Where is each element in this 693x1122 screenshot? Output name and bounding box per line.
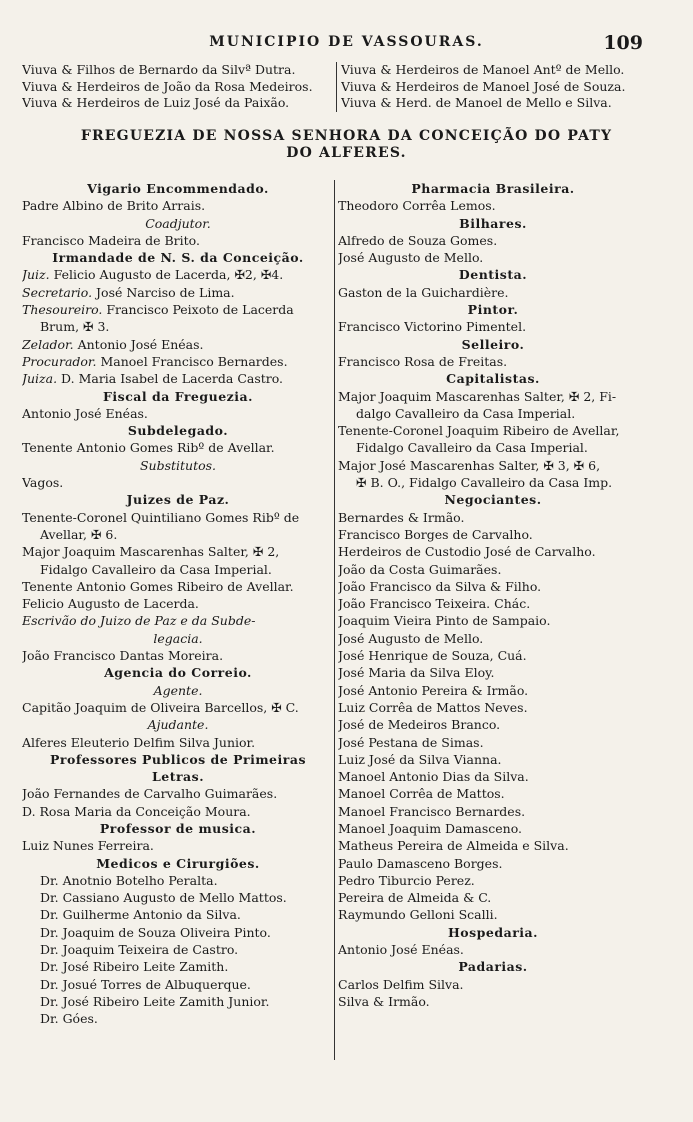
section-heading: Medicos e Cirurgiões. [96,855,260,871]
directory-entry: José Pestana de Simas. [338,734,484,750]
directory-entry [22,353,334,370]
top-entries-right [336,62,652,112]
section-heading: Professor de musica. [99,820,257,836]
directory-entry: Dr. José Ribeiro Leite Zamith Junior. [40,993,270,1009]
directory-entry: João Fernandes de Carvalho Guimarães. [22,786,278,802]
directory-entry: Viuva & Herdeiros de Manoel José de Souza. [341,78,626,94]
directory-entry: Viuva & Herd. de Manoel de Mello e Silva. [341,95,612,110]
section-heading: Irmandade de N. S. da Conceição. [52,250,304,266]
entry-name: Francisco Peixoto de Lacerda [106,302,294,318]
section-heading: Fiscal da Freguezia. [103,388,253,404]
section-heading: Selleiro. [461,336,525,352]
directory-entry: José Maria da Silva Eloy. [338,665,495,681]
directory-entry: dalgo Cavalleiro da Casa Imperial. [356,405,576,421]
directory-entry: Fidalgo Cavalleiro da Casa Imperial. [40,561,272,577]
section-heading: Vigario Encommendado. [87,181,269,196]
directory-entry: José Henrique de Souza, Cuá. [338,648,527,664]
directory-entry: Major Joaquim Mascarenhas Salter, ✠ 2, [22,544,280,560]
directory-entry: Francisco Victorino Pimentel. [338,319,527,335]
section-heading: Professores Publicos de Primeiras [50,751,306,767]
directory-entry: Tenente-Coronel Quintiliano Gomes Ribº de [22,509,300,525]
directory-entry: Francisco Madeira de Brito. [22,232,200,248]
directory-entry: Luiz José da Silva Vianna. [338,751,502,767]
directory-entry: João Francisco Teixeira. Chác. [338,596,531,612]
directory-entry: Paulo Damasceno Borges. [338,855,503,871]
parish-title-line: FREGUEZIA DE NOSSA SENHORA DA CONCEIÇÃO DO PATY [80,128,613,144]
section-heading: Juizes de Paz. [126,492,230,508]
entry-name: D. Maria Isabel de Lacerda Castro. [61,371,284,387]
role-label: Juiza. [22,371,62,387]
page-header [0,32,693,54]
directory-entry: Manoel Francisco Bernardes. [338,803,526,819]
directory-entry: Dr. Anotnio Botelho Peralta. [40,872,218,888]
entry-name: José Narciso de Lima. [96,284,235,300]
directory-entry: Manoel Antonio Dias da Silva. [338,769,529,785]
section-heading: Pharmacia Brasileira. [411,181,575,196]
directory-entry: Alferes Eleuterio Delfim Silva Junior. [22,734,256,750]
directory-entry: Luiz Corrêa de Mattos Neves. [338,699,528,715]
directory-entry: Manoel Joaquim Damasceno. [338,820,522,836]
parish-title-line: DO ALFERES. [286,145,407,161]
subheading: Coadjutor. [145,215,211,231]
subheading: Ajudante. [147,717,209,733]
section-heading: Padarias. [458,959,528,975]
role-label: Procurador. [22,353,101,369]
directory-entry: Joaquim Vieira Pinto de Sampaio. [338,613,551,629]
page-number: 109 [603,32,643,54]
directory-entry [22,284,334,301]
directory-entry: José Antonio Pereira & Irmão. [338,682,529,698]
directory-entry: João Francisco Dantas Moreira. [22,648,224,664]
directory-entry [22,301,334,318]
entry-name: Manoel Francisco Bernardes. [100,353,288,369]
section-heading: Pintor. [467,302,519,318]
directory-entry: Raymundo Gelloni Scalli. [338,907,498,923]
directory-entry: Dr. Guilherme Antonio da Silva. [40,907,241,923]
directory-entry: Francisco Borges de Carvalho. [338,526,533,542]
section-heading: Bilhares. [459,215,527,231]
directory-entry: ✠ B. O., Fidalgo Cavalleiro da Casa Imp. [356,475,613,491]
directory-entry: Tenente Antonio Gomes Ribº de Avellar. [22,440,275,456]
section-heading: Negociantes. [444,492,542,508]
role-label: Juiz. [22,267,54,283]
left-column [22,180,334,1028]
section-heading: Agencia do Correio. [104,665,252,681]
directory-entry: Viuva & Herdeiros de Manoel Antº de Mello. [341,62,625,77]
top-entries-left [22,62,330,112]
subheading: legacia. [153,630,203,646]
directory-entry: Bernardes & Irmão. [338,509,465,525]
directory-entry: Vagos. [22,475,64,491]
directory-entry: D. Rosa Maria da Conceição Moura. [22,803,251,819]
directory-entry: Pereira de Almeida & C. [338,890,492,906]
directory-entry: Dr. Joaquim Teixeira de Castro. [40,942,239,958]
directory-entry: Tenente Antonio Gomes Ribeiro de Avellar. [22,578,294,594]
directory-entry: Theodoro Corrêa Lemos. [338,198,496,214]
column-divider [334,180,335,1060]
directory-entry: Fidalgo Cavalleiro da Casa Imperial. [356,440,588,456]
directory-entry [22,370,334,387]
directory-entry: Silva & Irmão. [338,993,430,1009]
directory-entry: Dr. Joaquim de Souza Oliveira Pinto. [40,924,271,940]
directory-entry: Dr. Cassiano Augusto de Mello Mattos. [40,890,287,906]
entry-name: Antonio José Enéas. [77,336,204,352]
directory-entry [22,266,334,283]
directory-entry: João Francisco da Silva & Filho. [338,578,542,594]
directory-entry: Alfredo de Souza Gomes. [338,232,498,248]
right-column [338,180,648,1010]
section-heading: Letras. [151,769,205,785]
entry-name: Felicio Augusto de Lacerda, ✠2, ✠4. [53,267,284,283]
subheading: Substitutos. [139,457,217,473]
directory-entry: Viuva & Filhos de Bernardo da Silvª Dutra. [22,62,296,77]
directory-entry: José Augusto de Mello. [338,630,484,646]
directory-entry: Major Joaquim Mascarenhas Salter, ✠ 2, Fi- [338,388,617,404]
directory-entry: Escrivão do Juizo de Paz e da Subde- [22,613,256,629]
directory-entry: Dr. Josué Torres de Albuquerque. [40,976,251,992]
directory-entry: Antonio José Enéas. [338,942,464,958]
directory-entry: Carlos Delfim Silva. [338,976,464,992]
directory-entry: José de Medeiros Branco. [338,717,501,733]
section-heading: Capitalistas. [446,371,540,387]
directory-entry: Gaston de la Guichardière. [338,284,509,300]
directory-entry: Manoel Corrêa de Mattos. [338,786,505,802]
subheading: Agente. [153,682,203,698]
role-label: Thesoureiro. [22,302,107,318]
directory-entry: João da Costa Guimarães. [338,561,502,577]
section-heading: Hospedaria. [447,924,538,940]
directory-entry: Luiz Nunes Ferreira. [22,838,154,854]
directory-entry: Avellar, ✠ 6. [40,526,118,542]
directory-entry: Antonio José Enéas. [22,405,148,421]
directory-entry: José Augusto de Mello. [338,250,484,266]
directory-entry: Herdeiros de Custodio José de Carvalho. [338,544,596,560]
directory-entry: Viuva & Herdeiros de Luiz José da Paixão. [22,95,290,110]
section-heading: Dentista. [458,267,528,283]
running-title: MUNICIPIO DE VASSOURAS. [209,34,484,50]
directory-entry: Felicio Augusto de Lacerda. [22,596,199,612]
directory-entry [22,336,334,353]
directory-entry: Brum, ✠ 3. [40,319,110,335]
directory-entry: Dr. Góes. [40,1011,98,1027]
directory-entry: Matheus Pereira de Almeida e Silva. [338,838,569,854]
section-heading: Subdelegado. [127,423,229,439]
directory-entry: Major José Mascarenhas Salter, ✠ 3, ✠ 6, [338,457,601,473]
directory-entry: Padre Albino de Brito Arrais. [22,198,206,214]
directory-entry: Pedro Tiburcio Perez. [338,872,475,888]
directory-entry: Dr. José Ribeiro Leite Zamith. [40,959,229,975]
directory-entry: Francisco Rosa de Freitas. [338,353,508,369]
role-label: Zelador. [22,336,78,352]
parish-title [0,128,693,162]
role-label: Secretario. [22,284,97,300]
directory-entry: Capitão Joaquim de Oliveira Barcellos, ✠ C. [22,699,299,715]
directory-entry: Tenente-Coronel Joaquim Ribeiro de Avellar, [338,423,620,439]
directory-entry: Viuva & Herdeiros de João da Rosa Medeiros. [22,78,313,94]
